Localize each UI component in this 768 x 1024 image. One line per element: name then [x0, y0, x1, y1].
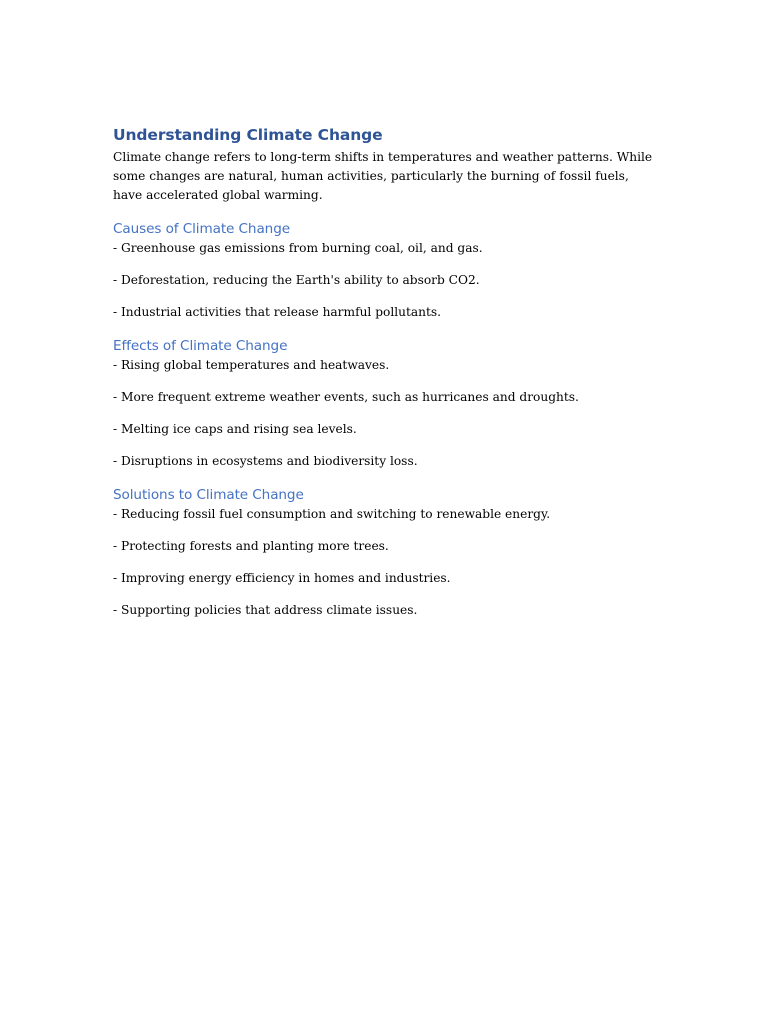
section-effects [113, 336, 653, 471]
section-solutions [113, 485, 653, 620]
causes-list [113, 239, 653, 322]
list-item: - Greenhouse gas emissions from burning coal, oil, and gas. [113, 241, 483, 255]
intro-paragraph: Climate change refers to long-term shifts in temperatures and weather patterns. While some changes are natural, human activities, particularly the burning of fossil fuels, have accelerated global warming. [113, 150, 653, 202]
list-item: - Reducing fossil fuel consumption and switching to renewable energy. [113, 507, 551, 521]
document-title: Understanding Climate Change [113, 126, 383, 144]
section-heading-causes: Causes of Climate Change [113, 221, 290, 237]
solutions-list [113, 505, 653, 620]
document-page [113, 124, 653, 620]
section-heading-effects: Effects of Climate Change [113, 338, 288, 354]
list-item: - Supporting policies that address climate issues. [113, 603, 418, 617]
list-item: - Deforestation, reducing the Earth's ability to absorb CO2. [113, 273, 480, 287]
list-item: - Disruptions in ecosystems and biodiversity loss. [113, 454, 418, 468]
list-item: - More frequent extreme weather events, such as hurricanes and droughts. [113, 390, 579, 404]
section-causes [113, 219, 653, 322]
list-item: - Melting ice caps and rising sea levels. [113, 422, 357, 436]
list-item: - Rising global temperatures and heatwaves. [113, 358, 390, 372]
list-item: - Protecting forests and planting more trees. [113, 539, 389, 553]
effects-list [113, 356, 653, 471]
list-item: - Improving energy efficiency in homes and industries. [113, 571, 451, 585]
section-heading-solutions: Solutions to Climate Change [113, 487, 304, 503]
list-item: - Industrial activities that release harmful pollutants. [113, 305, 442, 319]
